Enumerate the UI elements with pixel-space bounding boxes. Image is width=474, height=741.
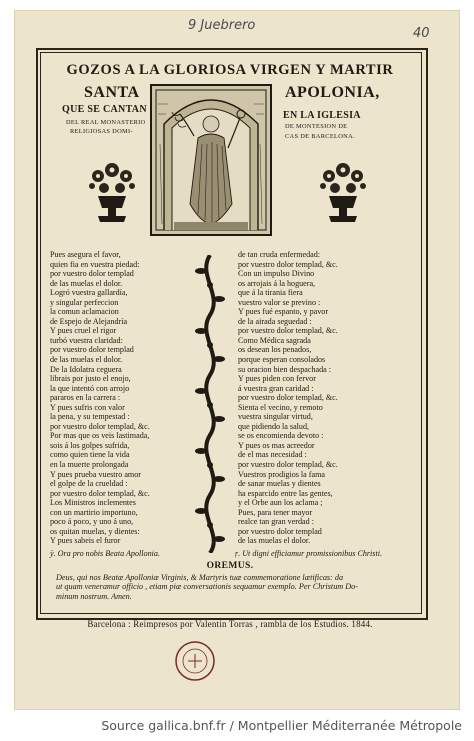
- verse-line: Sienta el vecino, y remoto: [238, 402, 323, 412]
- ornamental-vine: [193, 255, 227, 553]
- verse-line: la que intentó con arrojo: [50, 383, 130, 393]
- prayer-line: ut quam veneramur officio , etiam piæ conversationis sequamur exemplo. Per Christum Do-: [56, 582, 358, 592]
- verse-line: de el mas necesidad :: [238, 450, 307, 460]
- verse-line: se os encomienda devoto :: [238, 431, 324, 441]
- verse-line: por vuestro dolor templad, &c.: [238, 259, 338, 269]
- verse-line: Y pues prueba vuestro amor: [50, 469, 141, 479]
- saint-engraving: [150, 84, 272, 236]
- latin-prayer: [56, 573, 406, 601]
- verse-line: Y pues piden con fervor: [238, 374, 316, 384]
- verse-line: por vuestro dolor templad, &c.: [238, 460, 338, 470]
- handwritten-date: 9 Juebrero: [188, 18, 256, 33]
- verse-line: Por mas que os veis lastimada,: [50, 431, 150, 441]
- verse-line: de las muelas el dolor.: [238, 536, 311, 546]
- verse-line: de tan cruda enfermedad:: [238, 250, 321, 259]
- verses-left-column: [50, 250, 150, 546]
- verse-line: vuestra singular virtud,: [238, 412, 313, 422]
- verse-line: De la Idolatra ceguera: [50, 364, 122, 374]
- verse-line: Logró vuestra gallardía,: [50, 288, 128, 298]
- verse-line: por vuestro dolor templad, &c.: [50, 488, 150, 498]
- subtitle-right-line-3: CAS DE BARCELONA.: [285, 133, 355, 140]
- verse-line: Y pues sabeis el furor: [50, 536, 121, 546]
- verse-line: con un martirio importuno,: [50, 507, 138, 517]
- verse-line: Vuestros prodigios la fama: [238, 469, 325, 479]
- verse-line: por vuestro dolor templad, &c.: [50, 421, 150, 431]
- verse-line: y singular perfeccion: [50, 297, 119, 307]
- verse-line: os desean los penados,: [238, 345, 312, 355]
- verse-line: Pues asegura el favor,: [50, 250, 121, 259]
- verse-line: de Espejo de Alejandría: [50, 316, 128, 326]
- verse-line: su oracion bien despachada :: [238, 364, 332, 374]
- verse-line: Y pues sufris con valor: [50, 402, 125, 412]
- verse-line: porque esperan consolados: [238, 355, 326, 365]
- verse-line: realce tan gran verdad :: [238, 517, 314, 527]
- prayer-line: minum nostrum. Amen.: [56, 591, 132, 601]
- saint-name-right: APOLONIA,: [285, 84, 380, 101]
- verse-line: por vuestro dolor templad, &c.: [238, 326, 338, 336]
- document-title: GOZOS A LA GLORIOSA VIRGEN Y MARTIR: [66, 62, 394, 78]
- verse-line: por vuestro dolor templad: [50, 345, 134, 355]
- versicle: ỳ. Ora pro nobis Beata Apollonia.: [50, 549, 160, 558]
- handwritten-number: 40: [413, 26, 430, 41]
- oremus-heading: OREMUS.: [206, 561, 254, 571]
- prayer-line: Deus, qui nos Beatæ Apolloniæ Virginis, & Martyris tuæ commemoratione lætificas: da: [56, 573, 344, 582]
- verse-line: turbó vuestra claridad:: [50, 335, 123, 345]
- verse-line: á vuestra gran caridad :: [238, 383, 314, 393]
- subtitle-left-line-2: DEL REAL MONASTERIO: [66, 119, 146, 126]
- flower-vase-right: [315, 156, 371, 228]
- verse-line: que pidiendo la salud,: [238, 421, 310, 431]
- verse-line: Como Médica sagrada: [238, 335, 311, 345]
- subtitle-right: EN LA IGLESIA: [283, 110, 361, 121]
- verse-line: vuestro valor se previno :: [238, 297, 321, 307]
- subtitle-right-line-2: DE MONTESION DE: [285, 123, 348, 130]
- verse-line: Y pues os mas acreedor: [238, 440, 315, 450]
- verse-line: por vuestro dolor templad: [50, 269, 134, 279]
- subtitle-left: QUE SE CANTAN: [62, 104, 147, 115]
- library-stamp: [174, 640, 216, 682]
- verse-line: ha esparcido entre las gentes,: [238, 488, 333, 498]
- verse-line: como quien tiene la vida: [50, 450, 130, 460]
- verse-line: la pena, y su tempestad :: [50, 412, 130, 422]
- flower-vase-left: [84, 156, 140, 228]
- verse-line: os quitan muelas, y dientes:: [50, 526, 140, 536]
- verse-line: que á la tirania fiera: [238, 288, 303, 298]
- verse-line: poco á poco, y uno á uno,: [50, 517, 134, 527]
- verse-line: en la muerte prolongada: [50, 460, 129, 470]
- source-credit: Source gallica.bnf.fr / Montpellier Méditerranée Métropole: [101, 718, 462, 733]
- verse-line: por vuestro dolor templad: [238, 526, 322, 536]
- verses-right-column: [238, 250, 338, 546]
- verse-line: Pues, para tener mayor: [238, 507, 313, 517]
- verse-line: pararos en la carrera :: [50, 393, 121, 403]
- verse-line: el golpe de la crueldad :: [50, 479, 128, 489]
- saint-name-left: SANTA: [84, 84, 140, 101]
- verse-line: Los Ministros inclementes: [50, 498, 136, 508]
- verse-line: Con un impulso Divino: [238, 269, 315, 279]
- verse-line: de sanar muelas y dientes: [238, 479, 321, 489]
- printer-imprint: Barcelona : Reimpresos por Valentin Torras , rambla de los Estudios. 1844.: [87, 619, 373, 629]
- verse-line: librais por justo el enojo,: [50, 374, 131, 384]
- verse-line: os arrojais á la hoguera,: [238, 278, 316, 288]
- verse-line: de la airada seguedad :: [238, 316, 312, 326]
- verse-line: Y pues cruel el rigor: [50, 326, 117, 336]
- verse-line: Y pues fué espanto, y pavor: [238, 307, 329, 317]
- verse-line: quien fia en vuestra piedad:: [50, 259, 140, 269]
- verse-line: de las muelas el dolor.: [50, 355, 123, 365]
- response: ṛ. Ut digni efficiamur promissionibus Christi.: [235, 549, 382, 558]
- verse-line: la comun aclamacion: [50, 307, 119, 317]
- verse-line: y el Orbe aun los aclama ;: [238, 498, 323, 508]
- verse-line: por vuestro dolor templad, &c.: [238, 393, 338, 403]
- verse-line: sois á los golpes sufrida,: [50, 440, 130, 450]
- verse-line: de las muelas el dolor.: [50, 278, 123, 288]
- subtitle-left-line-3: RELIGIOSAS DOMI-: [70, 128, 133, 135]
